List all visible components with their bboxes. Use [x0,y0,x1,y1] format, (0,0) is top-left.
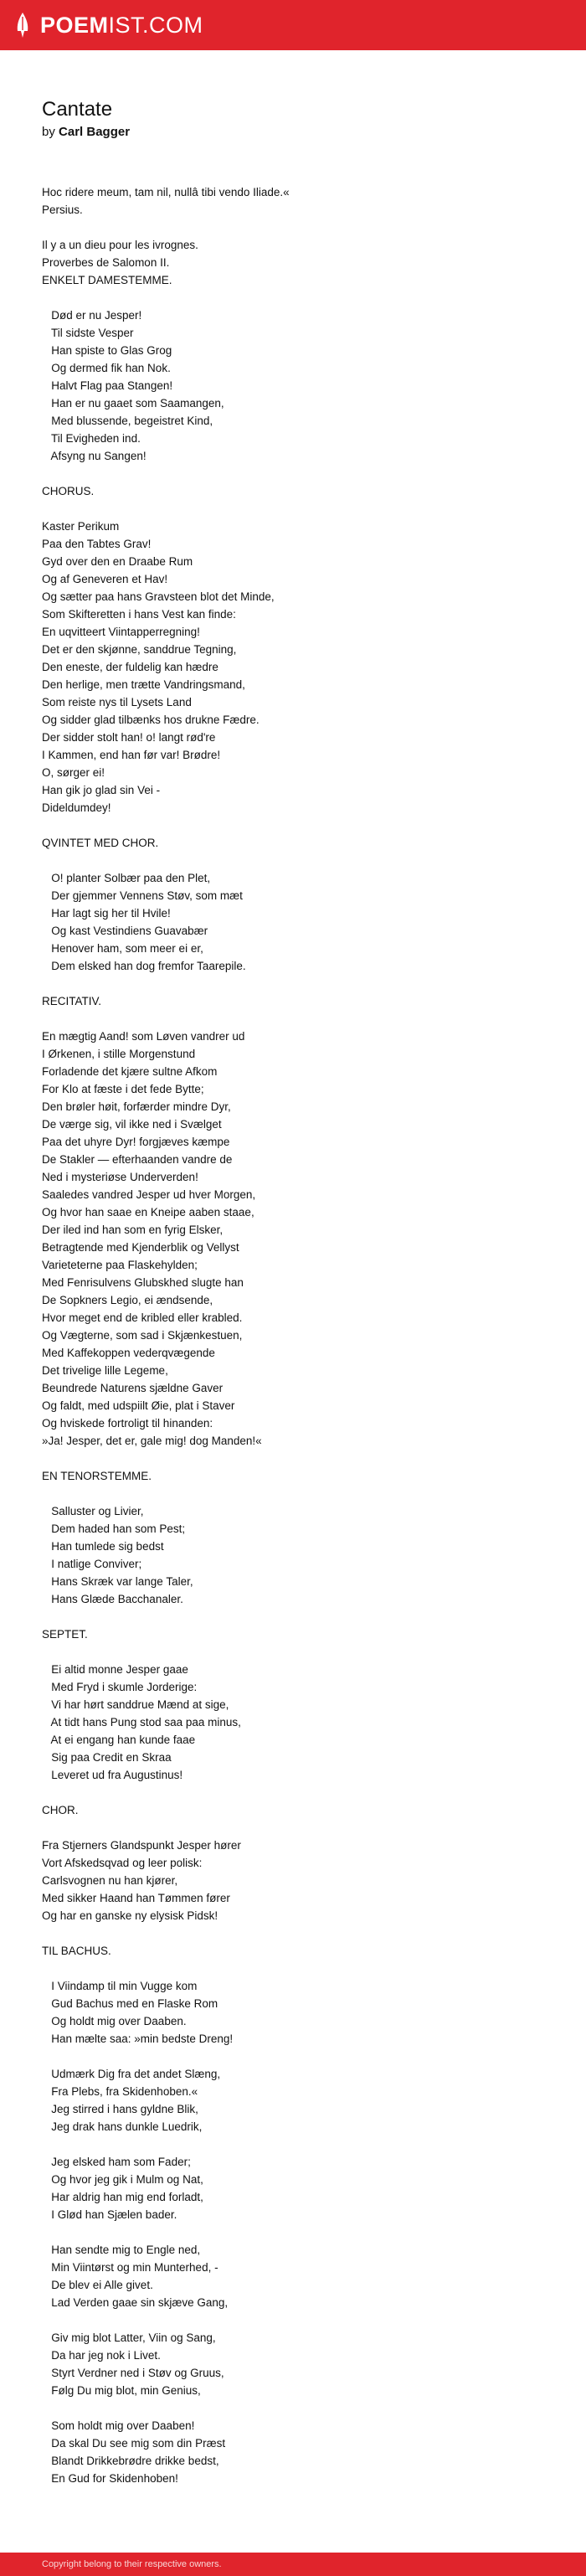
poem-line: TIL BACHUS. [42,1945,111,1957]
poem-line: O! planter Solbær paa den Plet, [42,872,211,884]
poem-line: Leveret ud fra Augustinus! [42,1769,183,1781]
copyright-notice: Copyright belong to their respective owners. [42,2559,222,2569]
poem-line: Ei altid monne Jesper gaae [42,1663,188,1676]
poem-line: Til sidste Vesper [42,327,134,339]
poem-line: Og kast Vestindiens Guavabær [42,925,208,937]
poem-line: Forladende det kjære sultne Afkom [42,1065,218,1078]
poem-line: Det trivelige lille Legeme, [42,1364,168,1377]
poem-line: Blandt Drikkebrødre drikke bedst, [42,2455,219,2467]
poem-line: De værge sig, vil ikke ned i Svælget [42,1118,222,1131]
poem-line: Da har jeg nok i Livet. [42,2349,161,2362]
poem-line: RECITATIV. [42,995,102,1007]
poem-line: Og af Geneveren et Hav! [42,573,168,585]
byline [42,124,544,141]
poem-line: Halvt Flag paa Stangen! [42,379,173,392]
poem-line: I Ørkenen, i stille Morgenstund [42,1048,196,1060]
poem-line: Og dermed fik han Nok. [42,362,171,374]
poem-line: I Viindamp til min Vugge kom [42,1980,198,1992]
stanza-break [42,1485,561,1502]
poem-line: Jeg drak hans dunkle Luedrik, [42,2120,203,2133]
poem-line: Ned i mysteriøse Underverden! [42,1171,198,1183]
site-header [0,0,586,50]
poem-line: Jeg stirred i hans gyldne Blik, [42,2103,198,2115]
poem-line: Giv mig blot Latter, Viin og Sang, [42,2331,216,2344]
poem-line: Da skal Du see mig som din Præst [42,2437,226,2450]
poem-line: Hoc ridere meum, tam nil, nullâ tibi vendo Iliade.« [42,186,290,198]
poem-line: Han gik jo glad sin Vei - [42,784,161,796]
poem-line: Carlsvognen nu han kjører, [42,1874,178,1887]
poem-line: De blev ei Alle givet. [42,2279,153,2291]
poem-header [42,97,544,141]
poem-line: En Gud for Skidenhoben! [42,2472,178,2485]
site-logo[interactable] [13,10,203,40]
poem-line: Og har en ganske ny elysisk Pidsk! [42,1909,218,1922]
poem-line: SEPTET. [42,1628,88,1641]
poem-line: Følg Du mig blot, min Genius, [42,2384,201,2397]
author-name[interactable]: Carl Bagger [59,125,131,139]
poem-line: Saaledes vandred Jesper ud hver Morgen, [42,1188,256,1201]
poem-line: Som reiste nys til Lysets Land [42,696,192,708]
poem-line: Udmærk Dig fra det andet Slæng, [42,2068,221,2080]
by-label: by [42,125,55,139]
poem-line: Vort Afskedsqvad og leer polisk: [42,1857,203,1869]
poem-line: Der gjemmer Vennens Støv, som mæt [42,889,243,902]
poem-line: Og faldt, med udspiilt Øie, plat i Staver [42,1399,235,1412]
poem-line: O, sørger ei! [42,766,105,779]
poem-line: Med Fryd i skumle Jorderige: [42,1681,198,1693]
stanza-break [42,1010,561,1028]
stanza-break [42,2223,561,2241]
poem-text [42,183,561,2487]
poem-line: De Sopkners Legio, ei ændsende, [42,1294,213,1306]
poem-line: Han er nu gaaet som Saamangen, [42,397,224,410]
poem-line: Og Vægterne, som sad i Skjænkestuen, [42,1329,243,1342]
poem-line: Den herlige, men trætte Vandringsmand, [42,678,245,691]
poem-line: Proverbes de Salomon II. [42,256,170,269]
poem-line: En uqvitteert Viintapperregning! [42,626,200,638]
poem-line: Hans Glæde Bacchanaler. [42,1593,183,1605]
poem-line: CHORUS. [42,485,95,497]
poem-line: Som holdt mig over Daaben! [42,2419,195,2432]
stanza-break [42,2311,561,2329]
poem-line: I natlige Conviver; [42,1558,142,1570]
stanza-break [42,1643,561,1661]
poem-line: Betragtende med Kjenderblik og Vellyst [42,1241,239,1254]
poem-line: Der iled ind han som en fyrig Elsker, [42,1224,224,1236]
poem-line: For Klo at fæste i det fede Bytte; [42,1083,204,1095]
poem-line: Il y a un dieu pour les ivrognes. [42,239,198,251]
poem-line: Det er den skjønne, sanddrue Tegning, [42,643,237,656]
poem-line: Jeg elsked ham som Fader; [42,2156,191,2168]
poem-line: Dem haded han som Pest; [42,1522,186,1535]
poem-line: Hvor meget end de kribled eller krabled. [42,1311,243,1324]
poem-line: Han tumlede sig bedst [42,1540,164,1553]
poem-line: At ei engang han kunde faae [42,1734,196,1746]
poem-line: Og hviskede fortroligt til hinanden: [42,1417,213,1430]
poem-line: Med blussende, begeistret Kind, [42,415,213,427]
poem-line: Varieteterne paa Flaskehylden; [42,1259,198,1271]
stanza-break [42,465,561,482]
site-footer [0,2553,586,2576]
poem-line: Persius. [42,204,83,216]
logo-text [40,13,203,39]
poem-line: Dideldumdey! [42,801,111,814]
poem-line: At tidt hans Pung stod saa paa minus, [42,1716,241,1728]
poem-line: Og sidder glad tilbænks hos drukne Fædre. [42,714,260,726]
poem-line: Gyd over den en Draabe Rum [42,555,193,568]
poem-line: Den brøler høit, forfærder mindre Dyr, [42,1100,231,1113]
poem-line: Som Skifteretten i hans Vest kan finde: [42,608,236,621]
stanza-break [42,1924,561,1942]
stanza-break [42,852,561,869]
stanza-break [42,219,561,236]
poem-line: I Kammen, end han før var! Brødre! [42,749,221,761]
poem-line: Og holdt mig over Daaben. [42,2015,187,2027]
poem-line: Har lagt sig her til Hvile! [42,907,171,920]
stanza-break [42,2048,561,2065]
poem-line: Vi har hørt sanddrue Mænd at sige, [42,1698,229,1711]
logo-text-light: IST.COM [108,12,203,38]
stanza-break [42,1608,561,1625]
stanza-break [42,500,561,518]
poem-line: Fra Stjerners Glandspunkt Jesper hører [42,1839,241,1852]
stanza-break [42,1960,561,1977]
poem-line: Og hvor han saae en Kneipe aaben staae, [42,1206,254,1218]
poem-line: Hans Skræk var lange Taler, [42,1575,193,1588]
quill-icon [13,12,32,39]
poem-line: Beundrede Naturens sjældne Gaver [42,1382,224,1394]
poem-line: Gud Bachus med en Flaske Rom [42,1997,218,2010]
stanza-break [42,289,561,307]
poem-line: Dem elsked han dog fremfor Taarepile. [42,960,246,972]
poem-line: Han spiste to Glas Grog [42,344,172,357]
poem-line: Kaster Perikum [42,520,120,533]
stanza-break [42,1450,561,1467]
poem-line: Lad Verden gaae sin skjæve Gang, [42,2296,229,2309]
poem-line: Styrt Verdner ned i Støv og Gruus, [42,2367,224,2379]
poem-line: Min Viintørst og min Munterhed, - [42,2261,218,2274]
logo-text-bold: POEM [40,12,109,38]
poem-line: Og sætter paa hans Gravsteen blot det Minde, [42,590,275,603]
poem-line: Paa den Tabtes Grav! [42,538,152,550]
poem-line: Med Kaffekoppen vederqvægende [42,1347,215,1359]
poem-line: Afsyng nu Sangen! [42,450,146,462]
poem-line: Han sendte mig to Engle ned, [42,2244,201,2256]
poem-line: Har aldrig han mig end forladt, [42,2191,203,2203]
stanza-break [42,817,561,834]
poem-line: Paa det uhyre Dyr! forgjæves kæmpe [42,1136,230,1148]
poem-line: I Glød han Sjælen bader. [42,2208,177,2221]
stanza-break [42,2399,561,2417]
poem-line: Sig paa Credit en Skraa [42,1751,172,1764]
poem-line: Den eneste, der fuldelig kan hædre [42,661,218,673]
poem-line: Han mælte saa: »min bedste Dreng! [42,2032,234,2045]
stanza-break [42,975,561,992]
poem-line: CHOR. [42,1804,79,1816]
poem-line: De Stakler — efterhaanden vandre de [42,1153,233,1166]
poem-line: Fra Plebs, fra Skidenhoben.« [42,2085,198,2098]
poem-line: ENKELT DAMESTEMME. [42,274,172,286]
poem-line: Til Evigheden ind. [42,432,141,445]
poem-line: Og hvor jeg gik i Mulm og Nat, [42,2173,203,2186]
poem-line: »Ja! Jesper, det er, gale mig! dog Manden!« [42,1435,262,1447]
page-title: Cantate [42,98,113,121]
poem-line: Salluster og Livier, [42,1505,144,1517]
poem-line: Der sidder stolt han! o! langt rød're [42,731,216,744]
poem-line: Henover ham, som meer ei er, [42,942,203,955]
poem-line: QVINTET MED CHOR. [42,837,159,849]
stanza-break [42,1819,561,1837]
poem-line: En mægtig Aand! som Løven vandrer ud [42,1030,245,1043]
stanza-break [42,1784,561,1801]
poem-line: Med sikker Haand han Tømmen fører [42,1892,230,1904]
stanza-break [42,2136,561,2153]
poem-line: EN TENORSTEMME. [42,1470,152,1482]
poem-line: Død er nu Jesper! [42,309,142,322]
poem-line: Med Fenrisulvens Glubskhed slugte han [42,1276,244,1289]
